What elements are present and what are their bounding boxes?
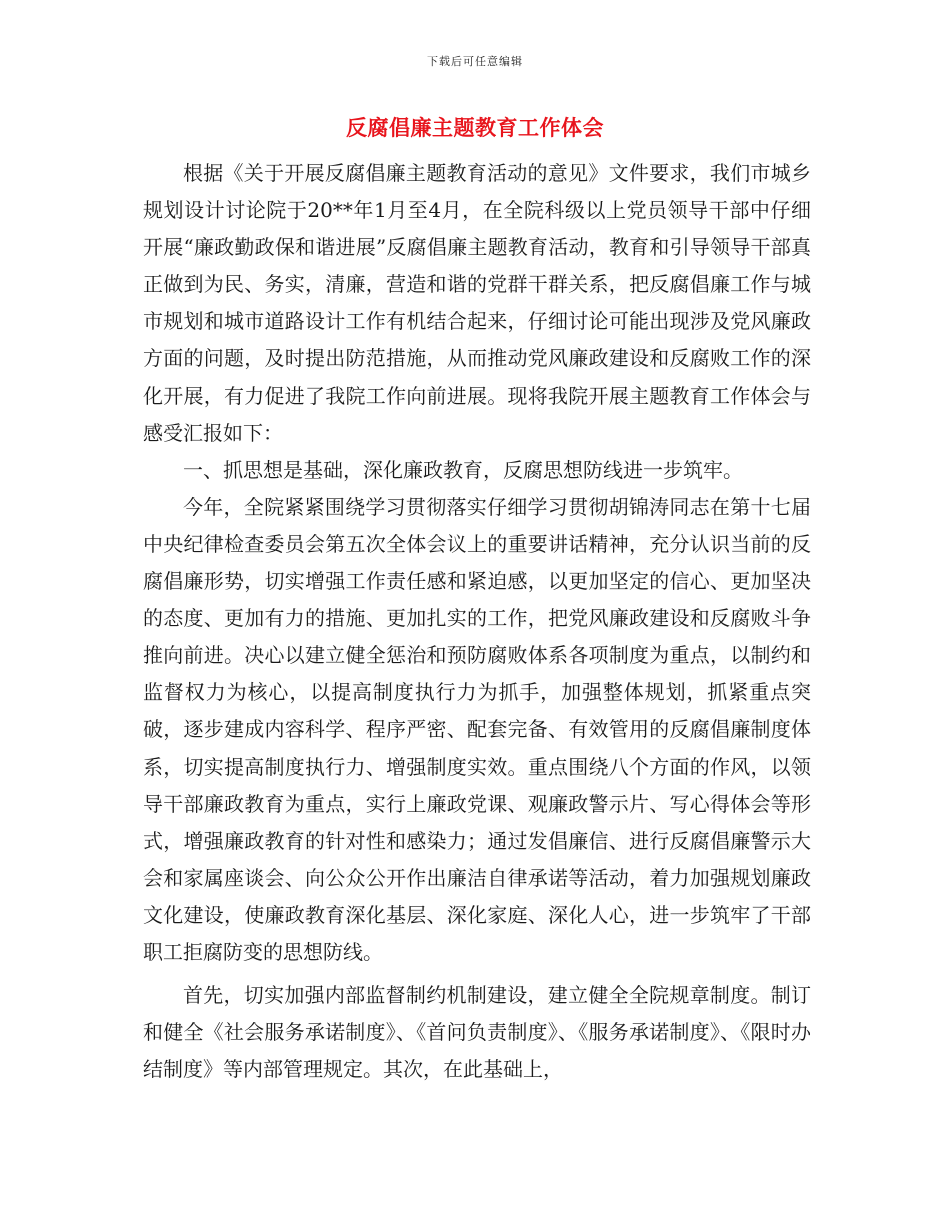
paragraph-intro: 根据《关于开展反腐倡廉主题教育活动的意见》文件要求，我们市城乡规划设计讨论院于20**年1月至4月，在全院科级以上党员领导干部中仔细开展“廉政勤政保和谐进展”反腐倡廉主题教育活动，教育和引导领导干部真正做到为民、务实，清廉，营造和谐的党群干群关系，把反腐倡廉工作与城市规划和城市道路设计工作有机结合起来，仔细讨论可能出现涉及党风廉政方面的问题，及时提出防范措施，从而推动党风廉政建设和反腐败工作的深化开展，有力促进了我院工作向前进展。现将我院开展主题教育工作体会与感受汇报如下： — [143, 161, 811, 445]
page-header-note: 下载后可任意编辑 — [427, 55, 523, 68]
document-body — [143, 155, 811, 1088]
paragraph-first: 首先，切实加强内部监督制约机制建设，建立健全全院规章制度。制订和健全《社会服务承诺制度》、《首问负责制度》、《服务承诺制度》、《限时办结制度》等内部管理规定。其次，在此基础上， — [143, 983, 811, 1082]
document-title: 反腐倡廉主题教育工作体会 — [346, 116, 604, 140]
paragraph-main: 今年，全院紧紧围绕学习贯彻落实仔细学习贯彻胡锦涛同志在第十七届中央纪律检查委员会第五次全体会议上的重要讲话精神，充分认识当前的反腐倡廉形势，切实增强工作责任感和紧迫感，以更加坚定的信心、更加坚决的态度、更加有力的措施、更加扎实的工作，把党风廉政建设和反腐败斗争推向前进。决心以建立健全惩治和预防腐败体系各项制度为重点，以制约和监督权力为核心，以提高制度执行力为抓手，加强整体规划，抓紧重点突破，逐步建成内容科学、程序严密、配套完备、有效管用的反腐倡廉制度体系，切实提高制度执行力、增强制度实效。重点围绕八个方面的作风，以领导干部廉政教育为重点，实行上廉政党课、观廉政警示片、写心得体会等形式，增强廉政教育的针对性和感染力；通过发倡廉信、进行反腐倡廉警示大会和家属座谈会、向公众公开作出廉洁自律承诺等活动，着力加强规划廉政文化建设，使廉政教育深化基层、深化家庭、深化人心，进一步筑牢了干部职工拒腐防变的思想防线。 — [143, 494, 811, 964]
paragraph-section-heading: 一、抓思想是基础，深化廉政教育，反腐思想防线进一步筑牢。 — [183, 457, 743, 482]
